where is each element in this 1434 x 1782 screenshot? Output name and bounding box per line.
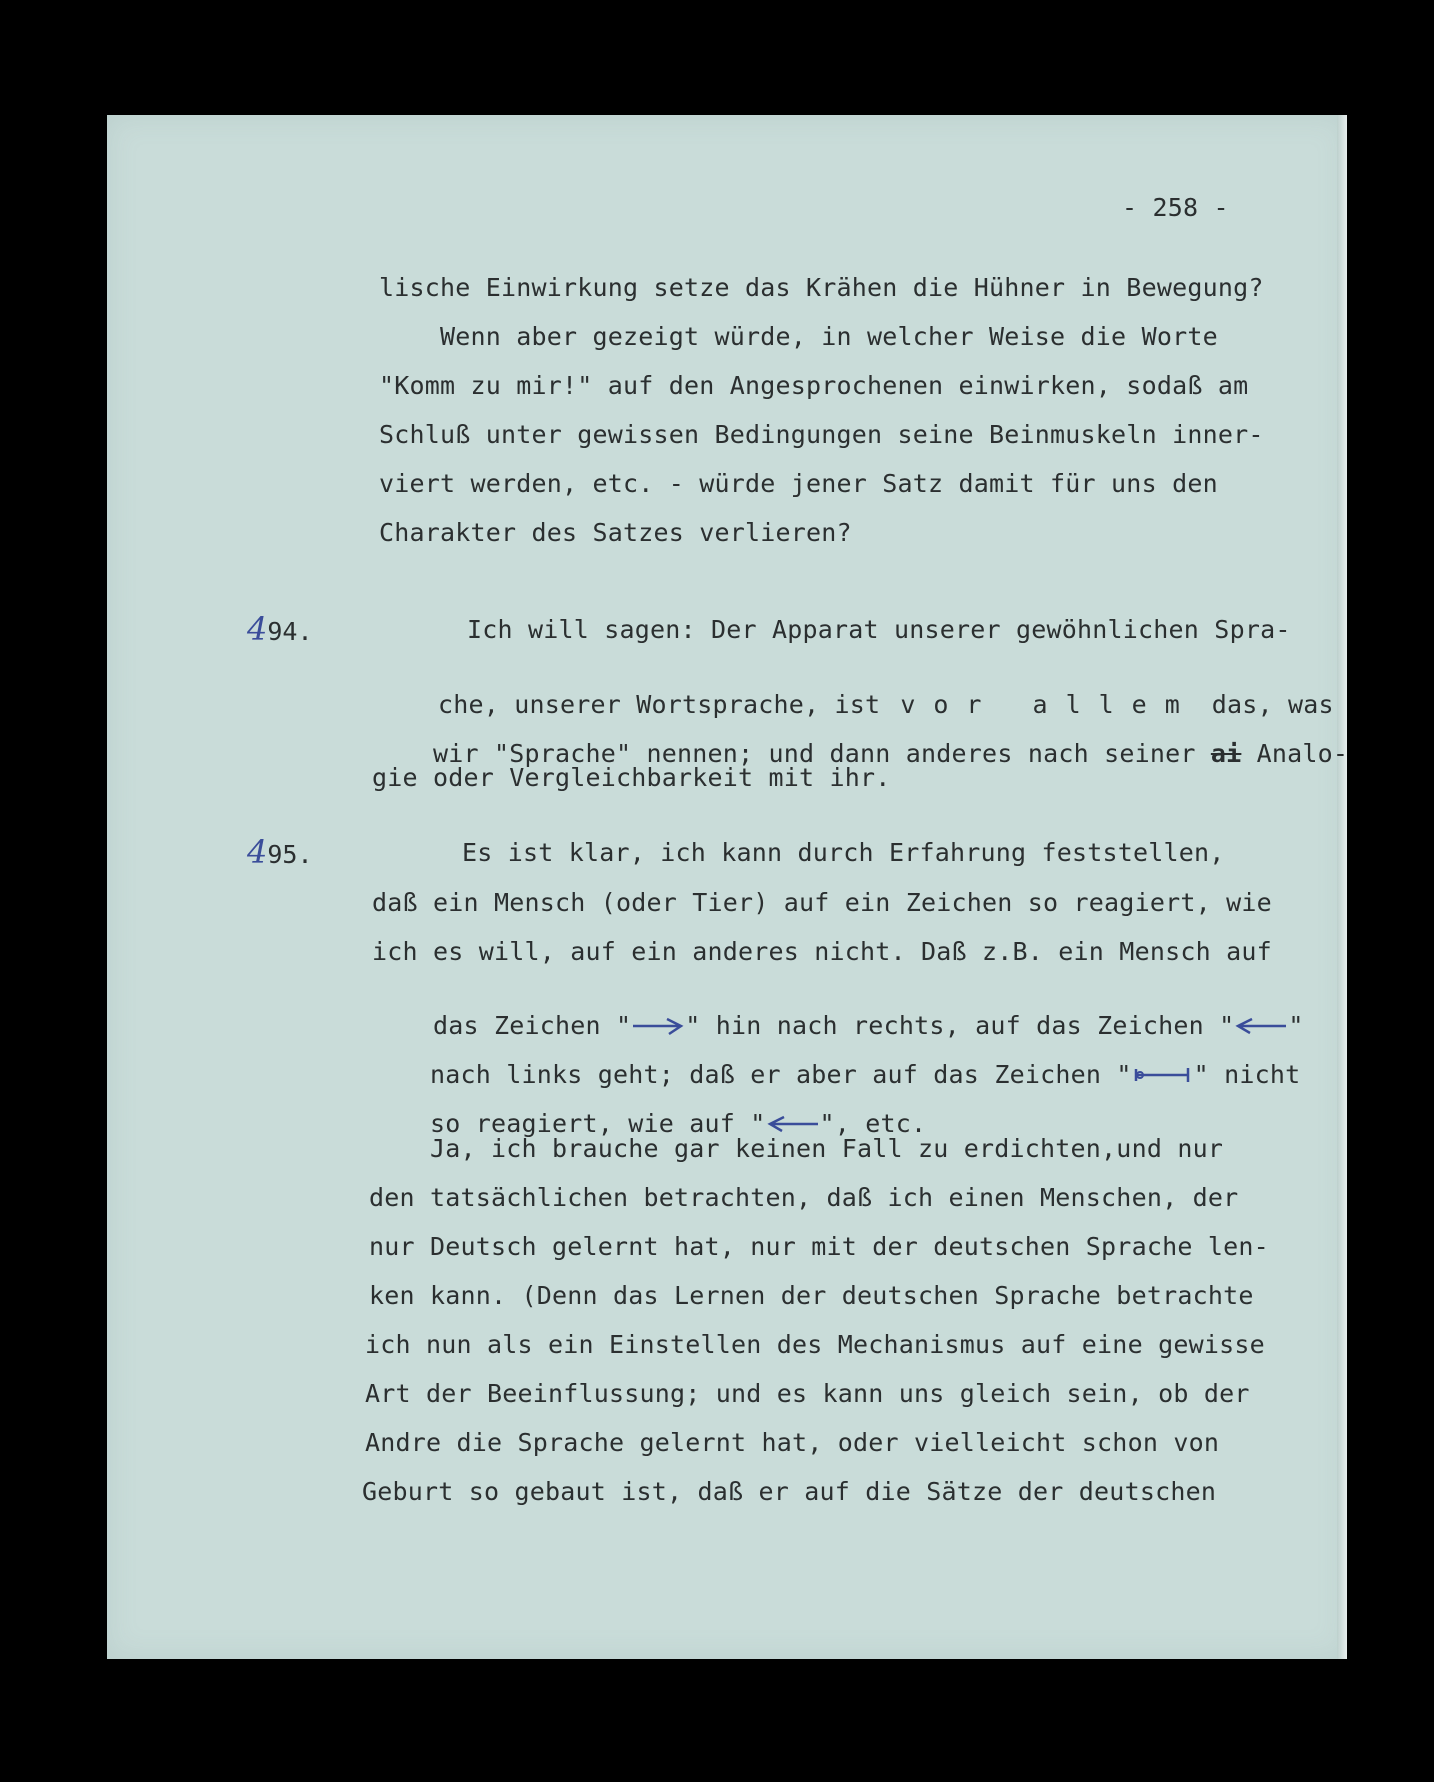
text-fragment: ", etc. xyxy=(819,1109,927,1138)
typed-number: 95. xyxy=(267,840,313,869)
text-line: Andre die Sprache gelernt hat, oder vielleicht schon von xyxy=(365,1428,1220,1457)
paper-edge xyxy=(1337,115,1347,1659)
page-number: - 258 - xyxy=(1122,193,1229,222)
text-line: den tatsächlichen betrachten, daß ich einen Menschen, der xyxy=(369,1183,1239,1212)
text-fragment: che, unserer Wortsprache, ist xyxy=(438,690,881,719)
arrow-left-icon xyxy=(1234,1015,1288,1040)
text-fragment: nach links geht; daß er aber auf das Zeichen " xyxy=(430,1060,1132,1089)
text-line: lische Einwirkung setze das Krähen die Hühner in Bewegung? xyxy=(379,273,1264,302)
text-line: Ja, ich brauche gar keinen Fall zu erdichten,und nur xyxy=(369,1134,1224,1163)
arrow-right-icon xyxy=(631,1015,685,1040)
text-fragment: so reagiert, wie auf " xyxy=(430,1109,766,1138)
text-line: "Komm zu mir!" auf den Angesprochenen einwirken, sodaß am xyxy=(379,371,1249,400)
text-line: Art der Beeinflussung; und es kann uns gleich sein, ob der xyxy=(365,1379,1250,1408)
text-line: Es ist klar, ich kann durch Erfahrung feststellen, xyxy=(462,838,1225,867)
struck-text: ai xyxy=(1210,739,1242,768)
text-line: ich es will, auf ein anderes nicht. Daß z.B. ein Mensch auf xyxy=(372,937,1272,966)
handwritten-number: 4 xyxy=(247,610,268,648)
handwritten-number: 4 xyxy=(247,833,268,871)
text-fragment: wir "Sprache" nennen; und dann anderes nach seiner xyxy=(433,739,1196,768)
section-number-495 xyxy=(247,833,313,871)
text-fragment: das Zeichen " xyxy=(433,1011,632,1040)
text-line: Schluß unter gewissen Bedingungen seine Beinmuskeln inner- xyxy=(379,420,1264,449)
text-fragment: das, was xyxy=(1211,690,1334,719)
text-fragment: Analo- xyxy=(1256,739,1349,768)
text-line: ken kann. (Denn das Lernen der deutschen Sprache betrachte xyxy=(369,1281,1254,1310)
text-line: Geburt so gebaut ist, daß er auf die Sätze der deutschen xyxy=(362,1477,1217,1506)
text-line: ich nun als ein Einstellen des Mechanismus auf eine gewisse xyxy=(365,1330,1265,1359)
text-line: daß ein Mensch (oder Tier) auf ein Zeichen so reagiert, wie xyxy=(372,888,1272,917)
text-fragment: " nicht xyxy=(1193,1060,1301,1089)
text-line: Ich will sagen: Der Apparat unserer gewöhnlichen Spra- xyxy=(467,615,1291,644)
text-fragment: " hin nach rechts, auf das Zeichen " xyxy=(685,1011,1235,1040)
text-line: gie oder Vergleichbarkeit mit ihr. xyxy=(372,763,891,792)
text-line: Charakter des Satzes verlieren? xyxy=(379,518,852,547)
section-number-494 xyxy=(247,610,313,648)
text-fragment: " xyxy=(1288,1011,1304,1040)
spaced-emphasis: vor allem xyxy=(900,690,1198,719)
bar-ended-line-icon xyxy=(1132,1064,1194,1089)
typed-number: 94. xyxy=(267,617,313,646)
text-line: Wenn aber gezeigt würde, in welcher Weise die Worte xyxy=(379,322,1218,351)
typescript-page xyxy=(107,115,1347,1659)
text-line: viert werden, etc. - würde jener Satz damit für uns den xyxy=(379,469,1218,498)
text-line: nur Deutsch gelernt hat, nur mit der deutschen Sprache len- xyxy=(369,1232,1269,1261)
